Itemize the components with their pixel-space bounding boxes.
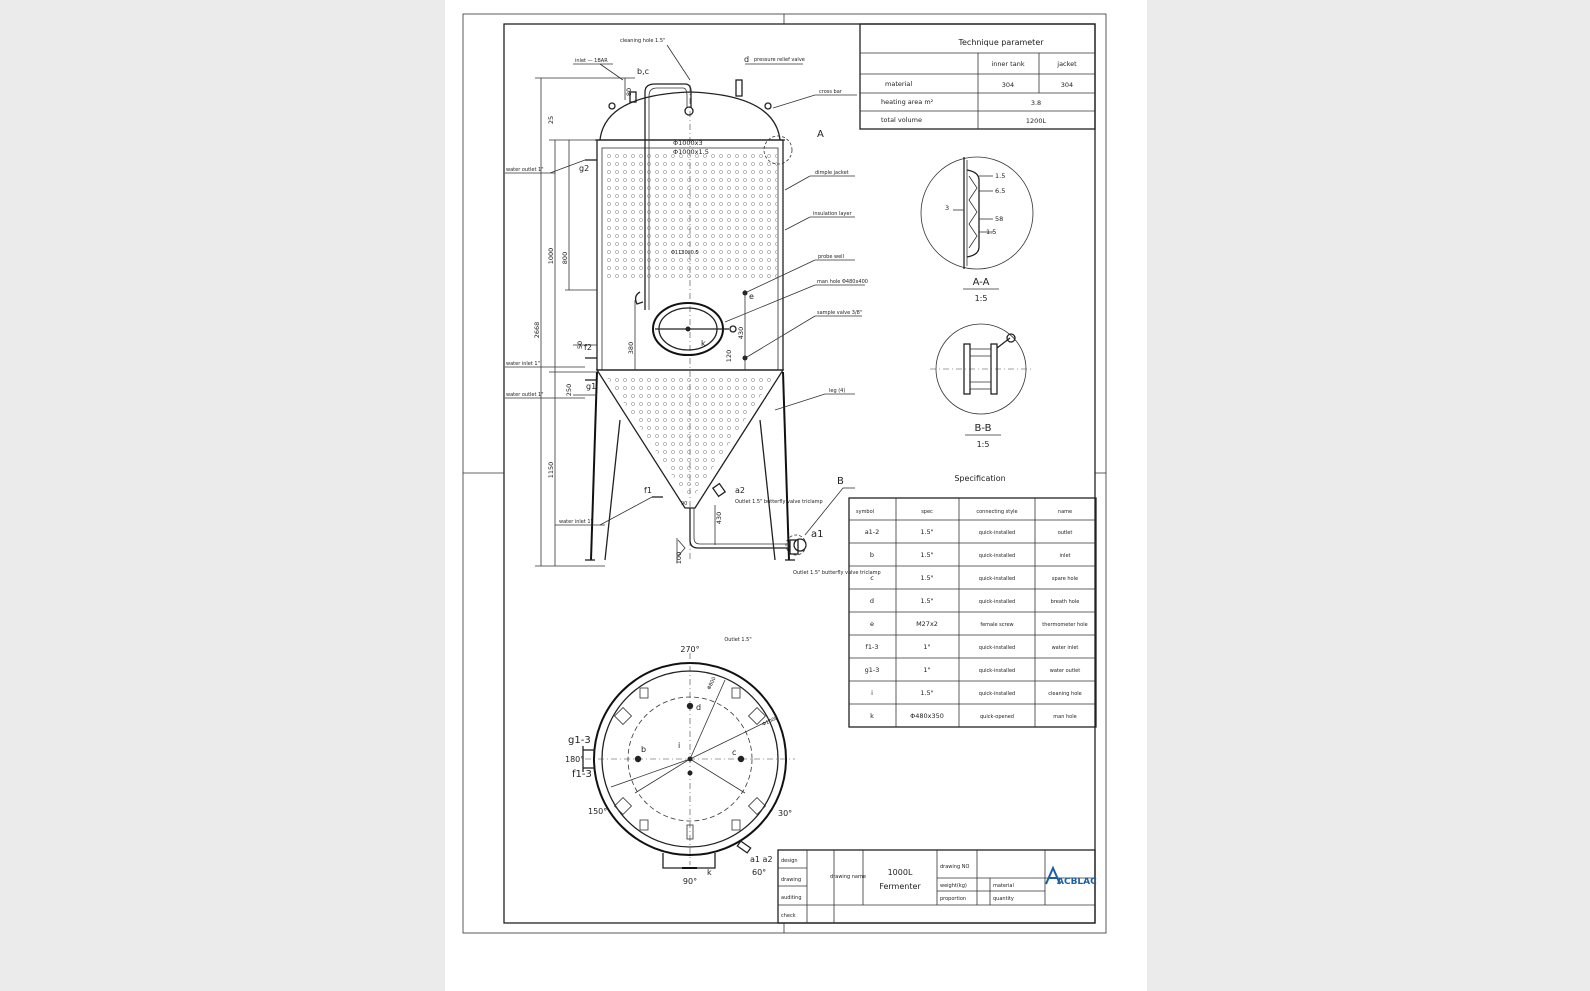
tb-drawing-name: drawing name <box>830 874 866 880</box>
callout-probe-well: probe well <box>818 254 844 260</box>
callout-pressure-relief: pressure relief valve <box>754 57 805 63</box>
spec-header-name: name <box>1057 509 1073 515</box>
spec-cell-spec: 1" <box>923 643 931 651</box>
dim-top: 25 <box>547 115 555 125</box>
letter-bc: b,c <box>637 67 650 76</box>
plan-title: Outlet 1.5" <box>724 637 752 643</box>
dimple-jacket-upper <box>603 150 777 278</box>
callout-water-outlet-2: water outlet 1" <box>506 392 544 398</box>
spec-cell-name: spare hole <box>1051 576 1079 582</box>
spec-cell-spec: 1.5" <box>920 528 934 536</box>
callout-cleaning-hole: cleaning hole 1.5" <box>620 38 666 44</box>
spec-cell-spec: 1.5" <box>920 574 934 582</box>
callout-man-hole: man hole Φ480x400 <box>817 279 868 285</box>
spec-header-spec: spec <box>921 509 933 515</box>
dim-total-height: 2668 <box>533 321 541 339</box>
drawing-sheet <box>445 0 1147 991</box>
spec-header-symbol: symbol <box>856 509 875 515</box>
tb-material: material <box>993 883 1014 889</box>
spec-cell-connecting: quick-opened <box>979 714 1015 720</box>
spec-cell-symbol: e <box>870 620 874 628</box>
spec-cell-name: man hole <box>1053 714 1077 720</box>
callout-water-outlet-1: water outlet 1" <box>506 167 544 173</box>
letter-A: A <box>817 129 824 140</box>
dim-inner-diameter: Φ1000x1.5 <box>673 148 709 156</box>
spec-cell-spec: Φ480x350 <box>910 712 944 720</box>
tank-elevation <box>505 38 881 576</box>
tb-weight: weight(kg) <box>940 883 967 889</box>
row-heating-label: heating area m² <box>881 98 934 106</box>
tb-check: check <box>781 913 796 919</box>
angle-60: 60° <box>752 868 767 877</box>
spec-header-connecting: connecting style <box>976 509 1018 515</box>
spec-cell-symbol: k <box>870 712 874 720</box>
tb-product-line2: Fermenter <box>879 882 921 891</box>
spec-cell-spec: M27x2 <box>916 620 938 628</box>
callout-dimple-jacket: dimple jacket <box>815 170 849 176</box>
row-material-inner: 304 <box>1001 81 1015 89</box>
spec-cell-symbol: a1-2 <box>864 528 880 536</box>
angle-270: 270° <box>680 645 700 654</box>
tb-auditing: auditing <box>781 895 802 901</box>
aa-dim-5: 1.5 <box>986 228 997 236</box>
spec-cell-name: water inlet <box>1051 645 1079 651</box>
dim-80: 80 <box>625 87 633 97</box>
letter-d: d <box>744 55 750 64</box>
spec-cell-spec: 1" <box>923 666 931 674</box>
row-material-jacket: 304 <box>1060 81 1074 89</box>
aa-label: A-A <box>972 277 990 288</box>
outlet-pipe <box>690 508 790 548</box>
spec-cell-connecting: quick-installed <box>978 599 1016 605</box>
dim-50: 50 <box>576 340 584 350</box>
label-a1-a2: a1 a2 <box>750 855 773 864</box>
row-material-label: material <box>885 80 913 88</box>
spec-cell-symbol: g1-3 <box>864 666 880 674</box>
letter-B: B <box>837 476 844 487</box>
spec-cell-connecting: quick-installed <box>978 576 1016 582</box>
callout-inlet: inlet — 1BAR <box>575 58 608 64</box>
callout-outlet-a1: Outlet 1.5" butterfly valve triclamp <box>793 570 881 576</box>
dim-120: 120 <box>725 349 733 363</box>
label-f1-3: f1-3 <box>572 769 592 780</box>
angle-30: 30° <box>778 809 793 818</box>
callout-leg: leg (4) <box>829 388 846 394</box>
spec-cell-connecting: quick-installed <box>978 668 1016 674</box>
label-c: c <box>732 748 737 757</box>
spec-cell-spec: 1.5" <box>920 689 934 697</box>
callout-sample-valve: sample valve 3/8" <box>817 310 863 316</box>
angle-150: 150° <box>588 807 608 816</box>
angle-180: 180° <box>565 755 585 764</box>
dim-430-right: 430 <box>737 326 745 340</box>
letter-e: e <box>749 292 754 301</box>
dim-body: 1000 <box>547 247 555 265</box>
spec-cell-symbol: c <box>870 574 874 582</box>
leg-right <box>783 372 789 560</box>
label-b: b <box>641 745 647 754</box>
label-g1-3: g1-3 <box>568 735 591 746</box>
bb-label: B-B <box>974 423 992 434</box>
col-inner-tank: inner tank <box>991 60 1025 68</box>
label-i: i <box>678 741 681 750</box>
angle-90: 90° <box>682 877 698 886</box>
letter-k: k <box>701 339 706 348</box>
outlet-a2-valve <box>713 484 725 497</box>
bb-scale: 1:5 <box>976 440 990 449</box>
tb-product-line1: 1000L <box>887 868 913 877</box>
plan-dim-800: Φ800 <box>706 676 718 691</box>
spec-cell-connecting: quick-installed <box>978 645 1016 651</box>
spec-cell-symbol: b <box>869 551 875 559</box>
dim-380: 380 <box>627 341 635 355</box>
spec-cell-symbol: d <box>869 597 875 605</box>
label-k: k <box>707 868 712 877</box>
specification-table <box>849 498 1096 727</box>
leg-inner-left <box>605 420 620 560</box>
letter-g2: g2 <box>579 164 590 173</box>
company-logo-text: ACBLAC <box>1057 877 1097 887</box>
spec-cell-connecting: quick-installed <box>978 553 1016 559</box>
tb-proportion: proportion <box>940 896 967 902</box>
leg-left <box>591 372 597 560</box>
aa-scale: 1:5 <box>974 294 988 303</box>
letter-f2: f2 <box>584 343 592 352</box>
title-block <box>778 850 1097 923</box>
dim-outer-diameter: Φ1000x3 <box>673 139 703 147</box>
dim-250: 250 <box>565 383 573 397</box>
aa-dim-3: 3 <box>945 204 950 212</box>
spec-cell-name: water outlet <box>1049 668 1081 674</box>
spec-cell-symbol: f1-3 <box>865 643 879 651</box>
aa-dim-4: 58 <box>995 215 1004 223</box>
spec-cell-connecting: female screw <box>980 622 1014 628</box>
spec-cell-connecting: quick-installed <box>978 691 1016 697</box>
dim-jacket-diameter: Φ1130x0.5 <box>671 250 699 256</box>
tb-design: design <box>781 858 798 864</box>
pressure-relief-valve <box>736 80 742 96</box>
spec-cell-name: cleaning hole <box>1048 691 1082 697</box>
aa-dim-1: 1.5 <box>995 172 1006 180</box>
row-volume-value: 1200L <box>1025 117 1047 125</box>
aa-dim-2: 6.5 <box>995 187 1006 195</box>
inner-border <box>504 24 1095 923</box>
letter-a2: a2 <box>735 486 745 495</box>
letter-g1: g1 <box>586 382 597 391</box>
dimple-jacket-cone <box>607 378 773 498</box>
spec-cell-name: breath hole <box>1050 599 1080 605</box>
callout-outlet-a2: Outlet 1.5" butterfly valve triclamp <box>735 499 823 505</box>
spec-cell-spec: 1.5" <box>920 551 934 559</box>
spec-cell-name: outlet <box>1057 530 1073 536</box>
dim-1150: 1150 <box>547 461 555 479</box>
callout-insulation-layer: insulation layer <box>813 211 852 217</box>
callout-water-inlet-2: water inlet 1" <box>506 361 540 367</box>
dim-430: 430 <box>715 511 723 525</box>
row-heating-value: 3.8 <box>1030 99 1042 107</box>
dim-90: 90 <box>681 501 688 507</box>
tank-plan-view <box>565 637 795 886</box>
engineering-drawing <box>445 0 1147 991</box>
spec-cell-name: inlet <box>1059 553 1071 559</box>
spec-cell-name: thermometer hole <box>1042 622 1088 628</box>
dim-100: 100 <box>675 551 683 565</box>
specification-title: Specification <box>954 474 1006 483</box>
section-a-a <box>921 157 1033 303</box>
spec-cell-symbol: i <box>871 689 873 697</box>
plan-dim-1000: Φ1000 <box>761 715 779 728</box>
dim-800: 800 <box>561 251 569 265</box>
callout-cross-bar: cross bar <box>819 89 842 95</box>
row-volume-label: total volume <box>881 116 923 124</box>
col-jacket: jacket <box>1057 60 1077 68</box>
letter-f1: f1 <box>644 486 652 495</box>
section-b-b <box>930 324 1033 449</box>
leg-inner-right <box>760 420 775 560</box>
technique-title: Technique parameter <box>958 38 1044 47</box>
label-d: d <box>696 703 702 712</box>
tb-drawing-no: drawing NO <box>940 864 970 870</box>
callout-water-inlet-3: water inlet 1" <box>559 519 593 525</box>
spec-cell-spec: 1.5" <box>920 597 934 605</box>
outer-border <box>463 14 1106 933</box>
letter-a1: a1 <box>811 529 824 540</box>
technique-parameter-table <box>860 24 1095 129</box>
tb-drawing: drawing <box>781 877 802 883</box>
tb-quantity: quantity <box>993 896 1014 902</box>
spec-cell-connecting: quick-installed <box>978 530 1016 536</box>
